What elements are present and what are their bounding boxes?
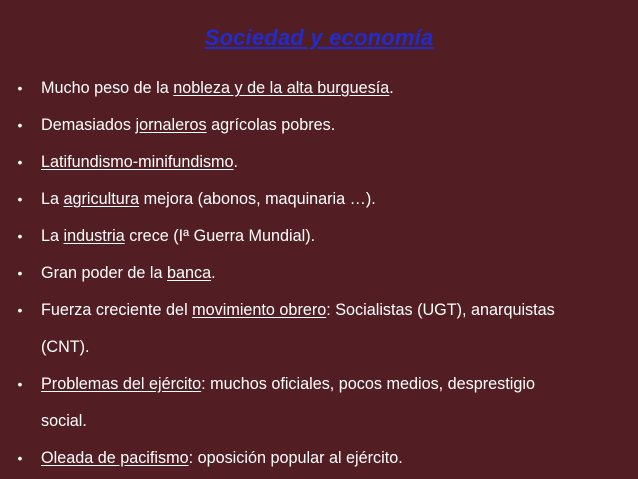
bullet-text: . (211, 264, 216, 282)
bullet-icon: • (17, 302, 23, 318)
slide-title: Sociedad y economía (204, 25, 434, 50)
bullet-link[interactable]: agricultura (63, 190, 140, 208)
bullet-item (0, 292, 638, 366)
bullet-text: Fuerza creciente del (41, 301, 193, 319)
bullet-text: : Socialistas (UGT), anarquistas (326, 301, 555, 319)
bullet-list (0, 70, 638, 477)
bullet-link[interactable]: banca (166, 264, 212, 282)
bullet-text: La (41, 190, 64, 208)
bullet-text: . (389, 79, 394, 97)
bullet-link[interactable]: jornaleros (135, 116, 207, 134)
bullet-link[interactable]: nobleza y de la alta burguesía (173, 79, 390, 97)
bullet-icon: • (17, 376, 23, 392)
bullet-icon: • (17, 154, 23, 170)
bullet-icon: • (17, 265, 23, 281)
bullet-text: La (41, 227, 64, 245)
bullet-link[interactable]: Latifundismo-minifundismo (41, 153, 234, 171)
bullet-item (0, 181, 638, 218)
bullet-icon: • (17, 117, 23, 133)
bullet-text-continuation: social. (41, 412, 87, 430)
bullet-text: mejora (abonos, maquinaria …). (139, 190, 376, 208)
bullet-text: : muchos oficiales, pocos medios, desprestigio (201, 375, 535, 393)
bullet-item (0, 144, 638, 181)
bullet-item (0, 218, 638, 255)
bullet-item (0, 107, 638, 144)
bullet-item (0, 366, 638, 440)
bullet-link[interactable]: industria (63, 227, 125, 245)
bullet-text: Mucho peso de la (41, 79, 174, 97)
bullet-text: Demasiados (41, 116, 136, 134)
bullet-icon: • (17, 80, 23, 96)
bullet-link[interactable]: Oleada de pacifismo (41, 449, 189, 467)
bullet-icon: • (17, 450, 23, 466)
bullet-text: . (233, 153, 239, 171)
bullet-text: agrícolas pobres. (206, 116, 336, 134)
bullet-icon: • (17, 191, 23, 207)
bullet-item (0, 70, 638, 107)
bullet-text-continuation: (CNT). (41, 338, 90, 356)
bullet-item (0, 440, 638, 477)
bullet-text: : oposición popular al ejército. (188, 449, 403, 467)
bullet-item (0, 255, 638, 292)
bullet-text: crece (Iª Guerra Mundial). (124, 227, 316, 245)
bullet-link[interactable]: Problemas del ejército (41, 375, 202, 393)
bullet-icon: • (17, 228, 23, 244)
bullet-link[interactable]: movimiento obrero (192, 301, 327, 319)
bullet-text: Gran poder de la (41, 264, 167, 282)
